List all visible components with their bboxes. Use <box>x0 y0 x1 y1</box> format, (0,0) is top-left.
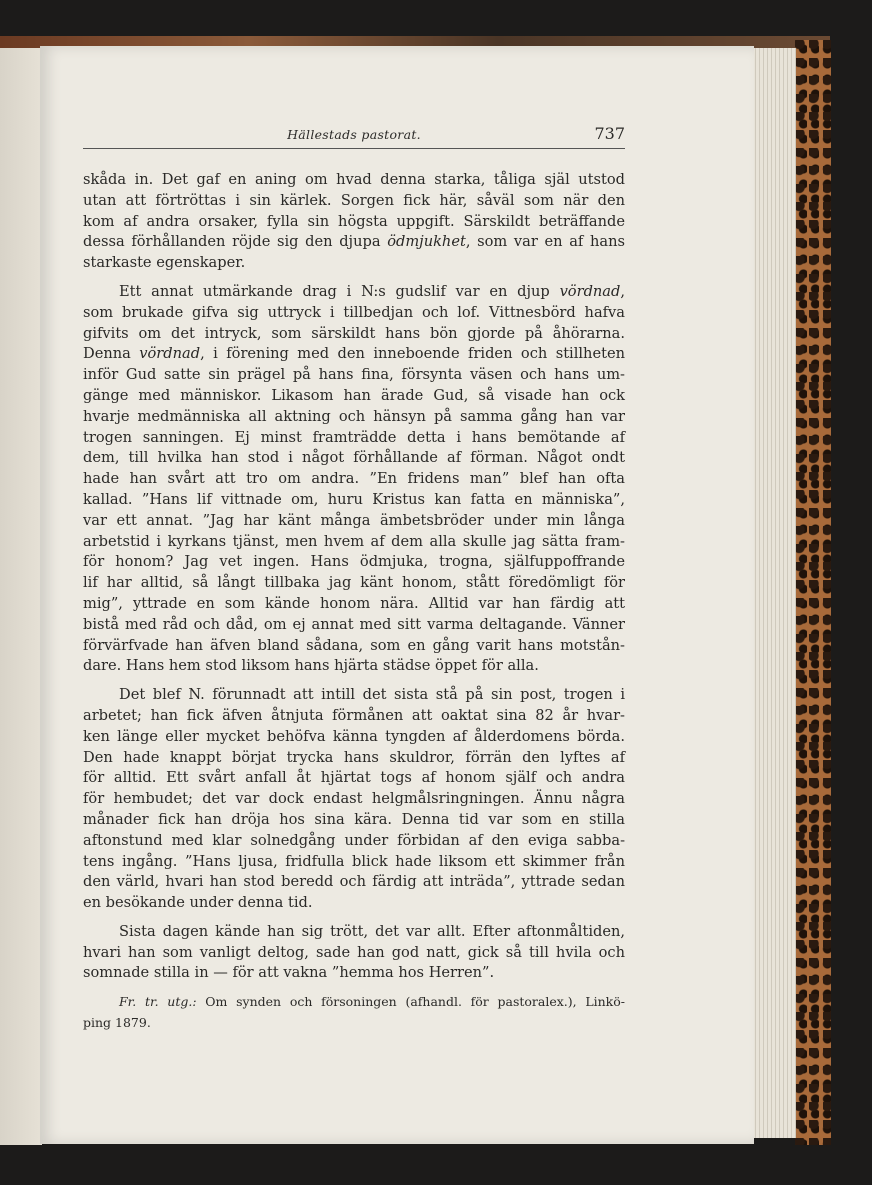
text-line: förvärfvade han äfven bland sådana, som en gång varit hans motstån- <box>83 636 625 654</box>
text-line: trogen sanningen. Ej minst framträdde detta i hans bemötande af <box>83 428 625 446</box>
header-rule <box>83 148 625 149</box>
text-line: en besökande under denna tid. <box>83 894 313 912</box>
text-line: arbetstid i kyrkans tjänst, men hvem af dem alla skulle jag sätta fram- <box>83 532 625 550</box>
text-line: kom af andra orsaker, fylla sin högsta uppgift. Särskildt beträffande <box>83 212 625 230</box>
text-line: ken länge eller mycket behöfva känna tyngden af ålderdomens börda. <box>83 727 625 745</box>
paragraph <box>83 170 625 274</box>
running-header <box>83 124 625 146</box>
page-stack-edge <box>752 48 796 1138</box>
text-line: Ett annat utmärkande drag i N:s gudslif var en djup vördnad, <box>119 282 625 300</box>
text-line: skåda in. Det gaf en aning om hvad denna starka, tåliga själ utstod <box>83 171 625 188</box>
text-line: mig”, yttrade en som kände honom nära. Alltid var han färdig att <box>83 594 625 612</box>
text-line: bistå med råd och dåd, om ej annat med sitt varma deltagande. Vänner <box>83 615 625 633</box>
body-text <box>83 170 625 1042</box>
text-line: hvari han som vanligt deltog, sade han god natt, gick så till hvila och <box>83 943 625 961</box>
text-line: var ett annat. ”Jag har känt många ämbetsbröder under min långa <box>83 511 625 529</box>
text-line: kallad. ”Hans lif vittnade om, huru Kristus kan fatta en människa”, <box>83 490 625 508</box>
text-line: som brukade gifva sig uttryck i tillbedjan och lof. Vittnesbörd hafva <box>83 303 625 321</box>
text-line: Det blef N. förunnadt att intill det sista stå på sin post, trogen i <box>119 686 625 704</box>
text-line: för hembudet; det var dock endast helgmålsringningen. Ännu några <box>83 790 625 808</box>
text-line: lif har alltid, så långt tillbaka jag känt honom, stått föredömligt för <box>83 574 625 592</box>
footnote-line: Fr. tr. utg.: Om synden och försoningen (afhandl. för pastoralex.), Linkö- <box>119 994 626 1010</box>
text-line: Sista dagen kände han sig trött, det var allt. Efter aftonmåltiden, <box>119 922 625 940</box>
text-line: aftonstund med klar solnedgång under förbidan af den eviga sabba- <box>83 831 625 849</box>
footnote <box>83 992 625 1034</box>
text-line: utan att förtröttas i sin kärlek. Sorgen fick här, såväl som när den <box>83 191 625 209</box>
text-line: hade han svårt att tro om andra. ”En fridens man” blef han ofta <box>83 470 625 488</box>
text-line: somnade stilla in — för att vakna ”hemma hos Herren”. <box>83 964 495 982</box>
text-line: hvarje medmänniska all aktning och hänsyn på samma gång han var <box>83 407 625 425</box>
text-line: arbetet; han fick äfven åtnjuta förmånen att oaktat sina 82 år hvar- <box>83 706 625 724</box>
text-line: månader fick han dröja hos sina kära. Denna tid var som en stilla <box>83 810 625 828</box>
text-line: den värld, hvari han stod beredd och färdig att inträda”, yttrade sedan <box>83 873 625 891</box>
running-title: Hällestads pastorat. <box>287 127 421 142</box>
text-line: tens ingång. ”Hans ljusa, fridfulla blick hade liksom ett skimmer från <box>83 852 625 870</box>
text-line: inför Gud satte sin prägel på hans fina, försynta väsen och hans um- <box>83 366 625 384</box>
text-line: dem, till hvilka han stod i något förhållande af förman. Något ondt <box>83 449 625 467</box>
text-line: gänge med människor. Likasom han ärade Gud, så visade han ock <box>83 386 625 404</box>
text-line: för alltid. Ett svårt anfall åt hjärtat togs af honom själf och andra <box>83 769 625 787</box>
paragraph <box>83 922 625 984</box>
text-line: Denna vördnad, i förening med den inneboende friden och stillheten <box>83 345 625 363</box>
book-cover-edge <box>795 40 831 1145</box>
footnote-label: Fr. tr. utg.: <box>119 994 197 1010</box>
page-number: 737 <box>594 124 625 143</box>
paragraph <box>83 282 625 677</box>
text-line: dare. Hans hem stod liksom hans hjärta städse öppet för alla. <box>83 657 539 675</box>
text-line: starkaste egenskaper. <box>83 254 246 272</box>
text-line: Den hade knappt börjat trycka hans skuldror, förrän den lyftes af <box>83 748 625 766</box>
left-page-edge <box>0 48 42 1145</box>
footnote-line: ping 1879. <box>83 1015 151 1031</box>
text-line: för honom? Jag vet ingen. Hans ödmjuka, trogna, själfuppoffrande <box>83 553 625 571</box>
text-line: gifvits om det intryck, som särskildt hans bön gjorde på åhörarna. <box>83 324 625 342</box>
paragraph <box>83 685 625 914</box>
text-line: dessa förhållanden röjde sig den djupa ödmjukhet, som var en af hans <box>83 233 625 251</box>
